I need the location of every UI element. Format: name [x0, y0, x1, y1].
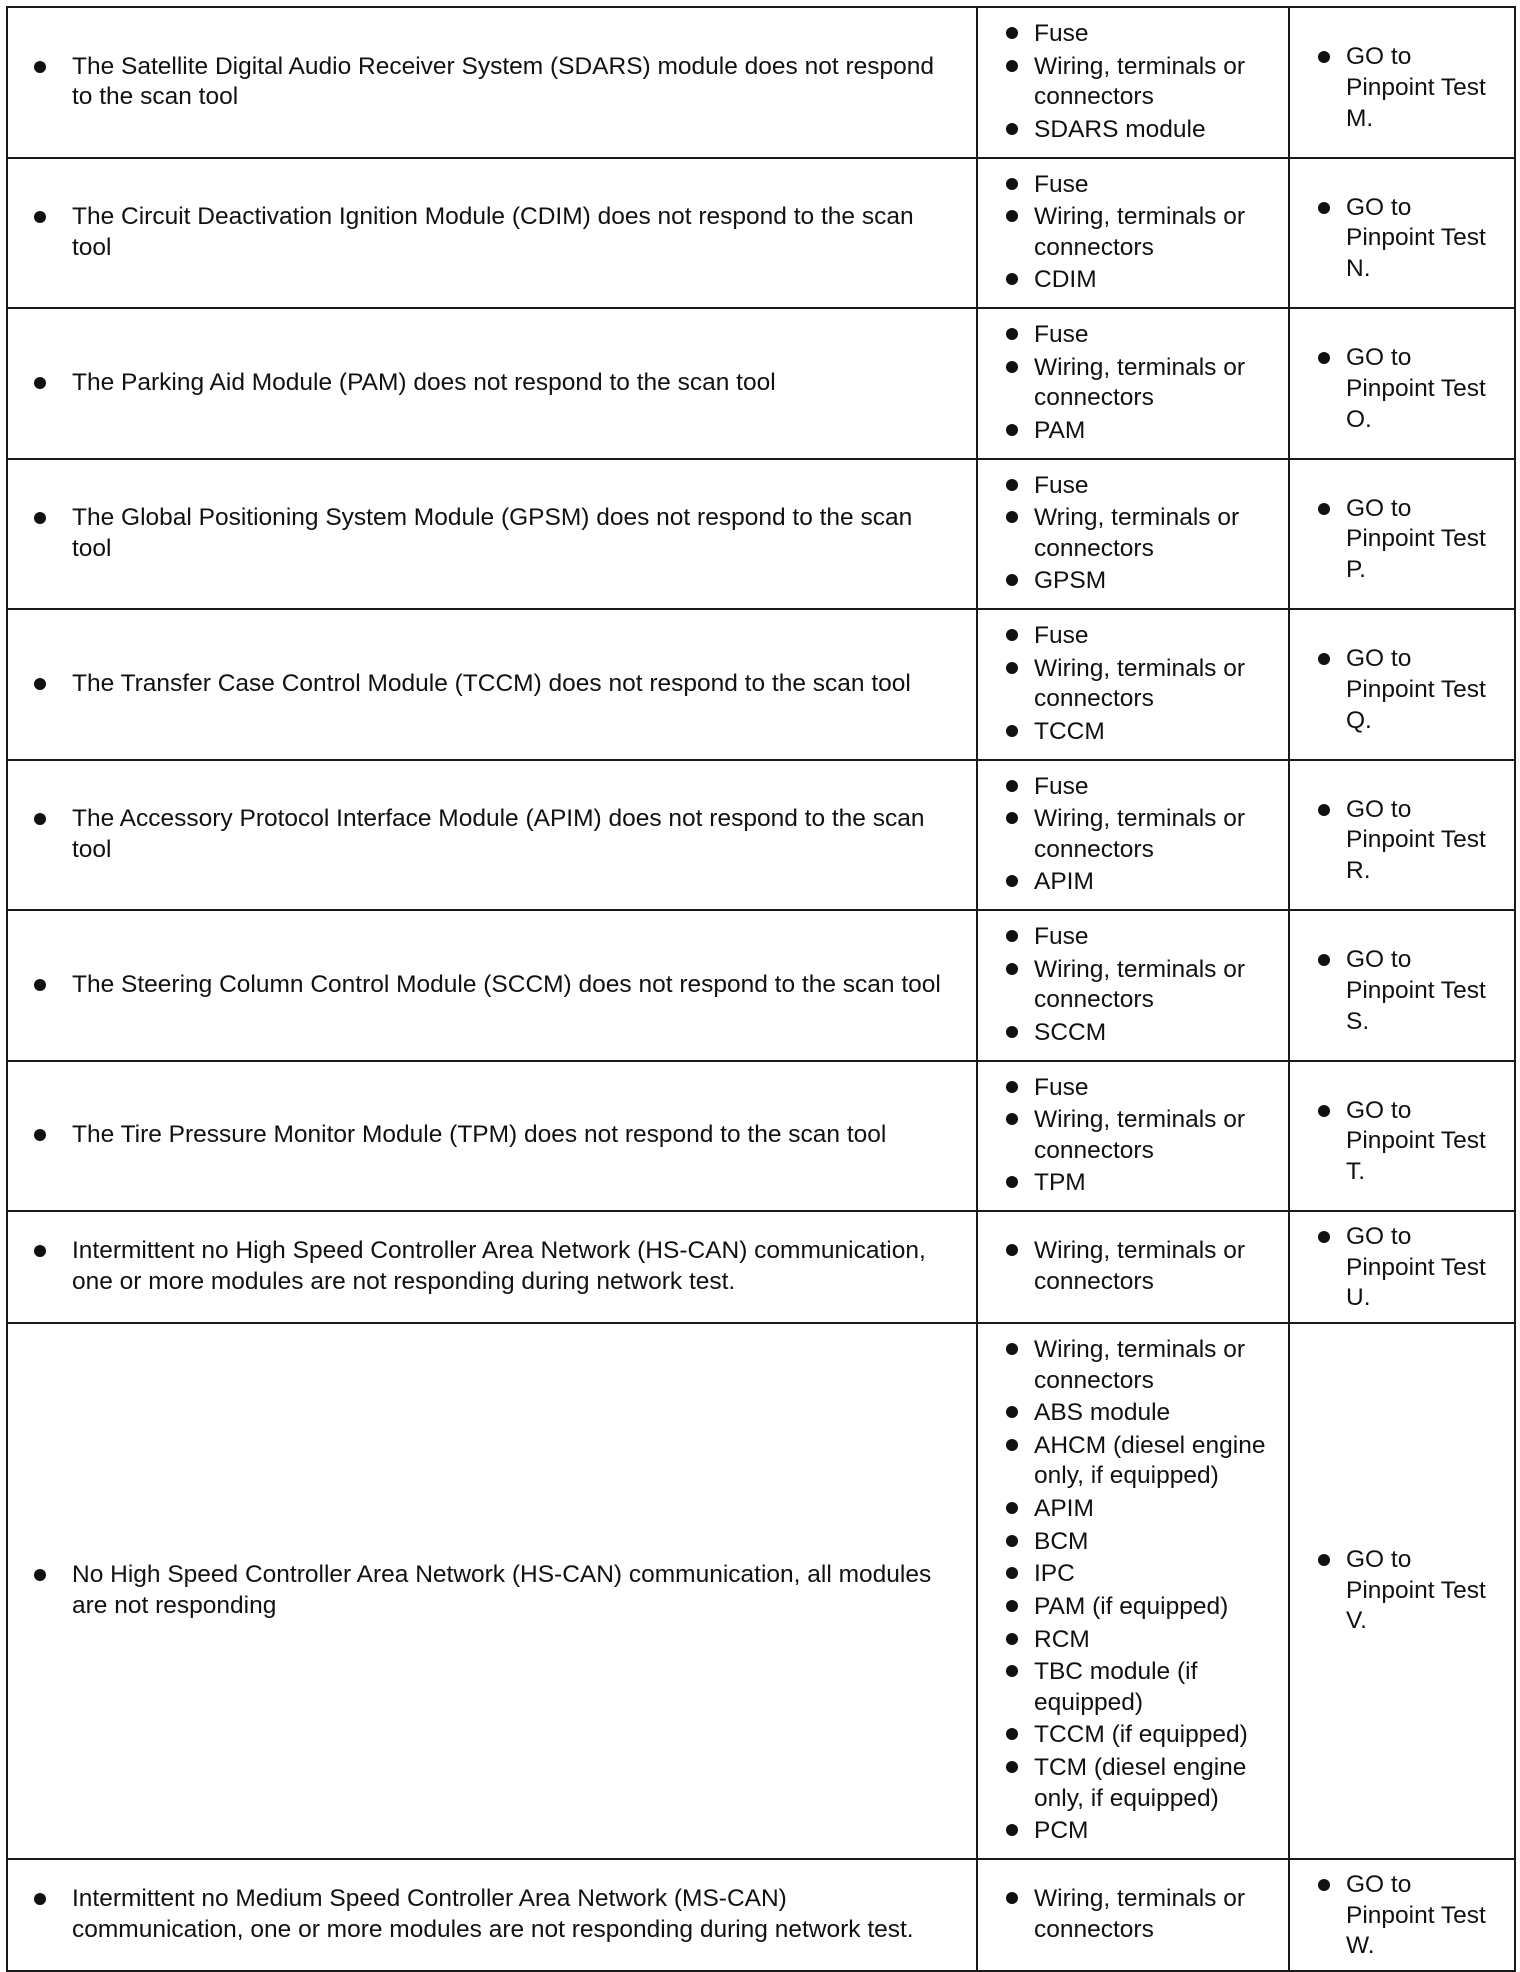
table-row [7, 1061, 1515, 1212]
table-row [7, 308, 1515, 459]
pinpoint-test-link[interactable]: GO to Pinpoint Test T. [1314, 1096, 1504, 1188]
condition-item: The Tire Pressure Monitor Module (TPM) does not respond to the scan tool [34, 1120, 958, 1151]
action-list [1290, 474, 1514, 594]
action-cell [1289, 609, 1515, 760]
possible-source-item: Wiring, terminals or connectors [1002, 201, 1278, 264]
action-list [1290, 173, 1514, 293]
possible-source-item: Fuse [1002, 169, 1278, 202]
condition-cell [7, 760, 977, 911]
action-cell [1289, 158, 1515, 309]
possible-source-cell [977, 910, 1289, 1061]
pinpoint-test-link[interactable]: GO to Pinpoint Test M. [1314, 42, 1504, 134]
pinpoint-test-link[interactable]: GO to Pinpoint Test W. [1314, 1870, 1504, 1962]
condition-item: The Circuit Deactivation Ignition Module (CDIM) does not respond to the scan tool [34, 202, 958, 263]
condition-cell [7, 1323, 977, 1859]
possible-source-cell [977, 1323, 1289, 1859]
possible-source-cell [977, 760, 1289, 911]
possible-source-item: BCM [1002, 1526, 1278, 1559]
action-list [1290, 624, 1514, 744]
table-row [7, 760, 1515, 911]
possible-source-item: Wiring, terminals or connectors [1002, 803, 1278, 866]
possible-source-item: Wiring, terminals or connectors [1002, 954, 1278, 1017]
possible-source-item: GPSM [1002, 565, 1278, 598]
possible-source-item: Fuse [1002, 620, 1278, 653]
possible-source-item: SDARS module [1002, 114, 1278, 147]
possible-source-item: Fuse [1002, 771, 1278, 804]
possible-source-cell [977, 1859, 1289, 1971]
possible-source-item: Wiring, terminals or connectors [1002, 1334, 1278, 1397]
possible-source-list [978, 460, 1288, 609]
possible-source-cell [977, 158, 1289, 309]
possible-source-item: Wiring, terminals or connectors [1002, 1883, 1278, 1946]
condition-list [8, 1884, 976, 1945]
possible-source-item: Wiring, terminals or connectors [1002, 1235, 1278, 1298]
possible-source-item: RCM [1002, 1624, 1278, 1657]
condition-list [8, 1236, 976, 1297]
action-cell [1289, 1859, 1515, 1971]
symptom-chart-body [7, 7, 1515, 1971]
condition-cell [7, 1211, 977, 1323]
possible-source-list [978, 309, 1288, 458]
possible-source-item: Fuse [1002, 921, 1278, 954]
table-row [7, 609, 1515, 760]
condition-list [8, 669, 976, 700]
possible-source-item: TCCM (if equipped) [1002, 1719, 1278, 1752]
pinpoint-test-link[interactable]: GO to Pinpoint Test P. [1314, 494, 1504, 586]
table-row [7, 1323, 1515, 1859]
action-cell [1289, 308, 1515, 459]
possible-source-item: PCM [1002, 1815, 1278, 1848]
condition-item: The Parking Aid Module (PAM) does not respond to the scan tool [34, 368, 958, 399]
possible-source-item: Wiring, terminals or connectors [1002, 1104, 1278, 1167]
possible-source-cell [977, 7, 1289, 158]
pinpoint-test-link[interactable]: GO to Pinpoint Test S. [1314, 945, 1504, 1037]
table-row [7, 459, 1515, 610]
possible-source-cell [977, 609, 1289, 760]
condition-list [8, 503, 976, 564]
possible-source-item: APIM [1002, 1493, 1278, 1526]
possible-source-cell [977, 1061, 1289, 1212]
possible-source-item: TBC module (if equipped) [1002, 1656, 1278, 1719]
possible-source-cell [977, 1211, 1289, 1323]
pinpoint-test-link[interactable]: GO to Pinpoint Test N. [1314, 193, 1504, 285]
condition-list [8, 202, 976, 263]
condition-item: The Transfer Case Control Module (TCCM) does not respond to the scan tool [34, 669, 958, 700]
condition-list [8, 1120, 976, 1151]
possible-source-item: PAM (if equipped) [1002, 1591, 1278, 1624]
table-row [7, 158, 1515, 309]
condition-list [8, 804, 976, 865]
table-row [7, 1859, 1515, 1971]
condition-cell [7, 308, 977, 459]
possible-source-item: TCM (diesel engine only, if equipped) [1002, 1752, 1278, 1815]
symptom-chart-table [6, 6, 1516, 1972]
action-list [1290, 22, 1514, 142]
condition-cell [7, 1061, 977, 1212]
condition-item: The Accessory Protocol Interface Module (APIM) does not respond to the scan tool [34, 804, 958, 865]
possible-source-cell [977, 308, 1289, 459]
condition-item: The Global Positioning System Module (GPSM) does not respond to the scan tool [34, 503, 958, 564]
table-row [7, 910, 1515, 1061]
possible-source-item: IPC [1002, 1558, 1278, 1591]
possible-source-cell [977, 459, 1289, 610]
condition-list [8, 368, 976, 399]
action-list [1290, 1076, 1514, 1196]
possible-source-list [978, 610, 1288, 759]
possible-source-item: Fuse [1002, 1072, 1278, 1105]
possible-source-item: PAM [1002, 415, 1278, 448]
pinpoint-test-link[interactable]: GO to Pinpoint Test V. [1314, 1545, 1504, 1637]
possible-source-list [978, 1225, 1288, 1308]
condition-cell [7, 609, 977, 760]
possible-source-item: Fuse [1002, 319, 1278, 352]
condition-cell [7, 1859, 977, 1971]
possible-source-list [978, 761, 1288, 910]
condition-list [8, 970, 976, 1001]
possible-source-item: Wiring, terminals or connectors [1002, 51, 1278, 114]
action-list [1290, 1212, 1514, 1322]
condition-cell [7, 910, 977, 1061]
possible-source-list [978, 1873, 1288, 1956]
possible-source-item: CDIM [1002, 264, 1278, 297]
action-list [1290, 1545, 1514, 1637]
pinpoint-test-link[interactable]: GO to Pinpoint Test R. [1314, 795, 1504, 887]
action-cell [1289, 910, 1515, 1061]
possible-source-item: SCCM [1002, 1017, 1278, 1050]
possible-source-item: Wring, terminals or connectors [1002, 502, 1278, 565]
condition-item: No High Speed Controller Area Network (HS-CAN) communication, all modules are not responding [34, 1560, 958, 1621]
possible-source-list [978, 8, 1288, 157]
possible-source-list [978, 159, 1288, 308]
action-cell [1289, 760, 1515, 911]
action-list [1290, 323, 1514, 443]
action-cell [1289, 1061, 1515, 1212]
action-cell [1289, 1211, 1515, 1323]
pinpoint-test-link[interactable]: GO to Pinpoint Test U. [1314, 1222, 1504, 1314]
condition-list [8, 1560, 976, 1621]
condition-item: The Steering Column Control Module (SCCM) does not respond to the scan tool [34, 970, 958, 1001]
action-list [1290, 1860, 1514, 1970]
condition-cell [7, 459, 977, 610]
possible-source-item: ABS module [1002, 1397, 1278, 1430]
condition-cell [7, 7, 977, 158]
possible-source-item: Wiring, terminals or connectors [1002, 653, 1278, 716]
table-row [7, 7, 1515, 158]
action-list [1290, 925, 1514, 1045]
condition-item: Intermittent no High Speed Controller Area Network (HS-CAN) communication, one or more modules are not responding during network test. [34, 1236, 958, 1297]
action-cell [1289, 459, 1515, 610]
possible-source-item: Fuse [1002, 18, 1278, 51]
possible-source-list [978, 911, 1288, 1060]
condition-cell [7, 158, 977, 309]
action-list [1290, 775, 1514, 895]
possible-source-item: TCCM [1002, 716, 1278, 749]
table-row [7, 1211, 1515, 1323]
condition-item: Intermittent no Medium Speed Controller Area Network (MS-CAN) communication, one or more modules are not responding during network test. [34, 1884, 958, 1945]
possible-source-list [978, 1062, 1288, 1211]
pinpoint-test-link[interactable]: GO to Pinpoint Test O. [1314, 343, 1504, 435]
possible-source-item: Wiring, terminals or connectors [1002, 352, 1278, 415]
possible-source-item: AHCM (diesel engine only, if equipped) [1002, 1430, 1278, 1493]
action-cell [1289, 7, 1515, 158]
possible-source-item: TPM [1002, 1167, 1278, 1200]
condition-item: The Satellite Digital Audio Receiver System (SDARS) module does not respond to the scan tool [34, 52, 958, 113]
possible-source-item: APIM [1002, 866, 1278, 899]
possible-source-item: Fuse [1002, 470, 1278, 503]
action-cell [1289, 1323, 1515, 1859]
condition-list [8, 52, 976, 113]
pinpoint-test-link[interactable]: GO to Pinpoint Test Q. [1314, 644, 1504, 736]
possible-source-list [978, 1324, 1288, 1858]
